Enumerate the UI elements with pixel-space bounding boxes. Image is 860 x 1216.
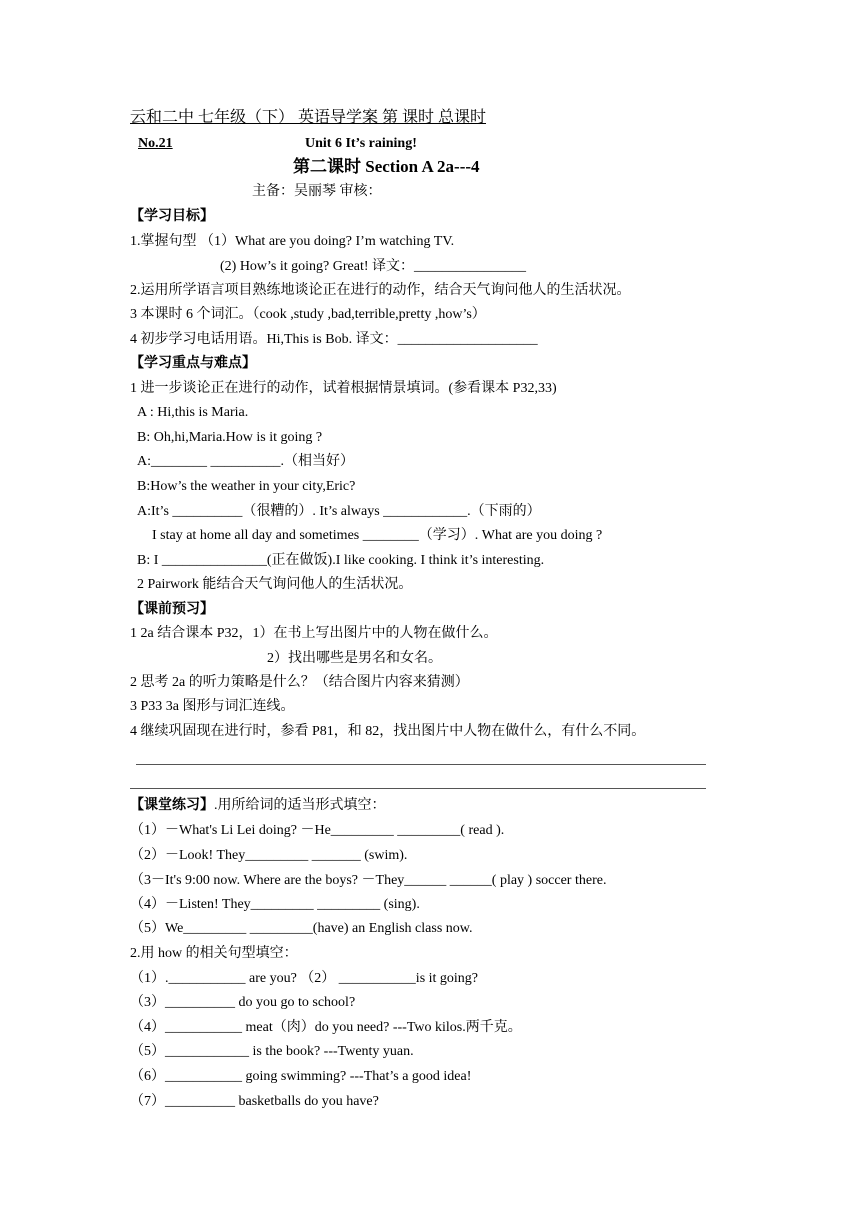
goal-line: 1.掌握句型 （1）What are you doing? I’m watching TV. (130, 234, 455, 249)
practice-heading-line (130, 797, 386, 815)
preview-line: 3 P33 3a 图形与词汇连线。 (130, 699, 295, 714)
key-points-heading: 【学习重点与难点】 (130, 356, 256, 371)
preview-line: 2）找出哪些是男名和女名。 (267, 651, 442, 666)
practice-line: （1）.___________ are you? （2） ___________is it going? (130, 971, 479, 986)
goal-line: 2.运用所学语言项目熟练地谈论正在进行的动作，结合天气询问他人的生活状况。 (130, 283, 631, 298)
preview-heading: 【课前预习】 (130, 602, 214, 617)
answer-line (130, 788, 706, 789)
practice-line: （1）－What's Li Lei doing? －He_________ _________( read ). (130, 823, 505, 838)
practice-instruction: .用所给词的适当形式填空： (214, 798, 386, 813)
practice-line: （4）－Listen! They_________ _________ (sing). (130, 897, 420, 912)
practice-line: （5）____________ is the book? ---Twenty yuan. (130, 1044, 414, 1059)
goal-line: 4 初步学习电话用语。Hi,This is Bob. 译文：____________________ (130, 332, 538, 347)
lesson-number: No.21 (138, 136, 173, 151)
practice-line: 2.用 how 的相关句型填空： (130, 946, 298, 961)
practice-line: （3－It's 9:00 now. Where are the boys? －They______ ______( play ) soccer there. (130, 873, 607, 888)
lesson-title: 第二课时 Section A 2a---4 (293, 157, 480, 176)
preview-line: 1 2a 结合课本 P32，1）在书上写出图片中的人物在做什么。 (130, 626, 498, 641)
key-point-line: 1 进一步谈论正在进行的动作，试着根据情景填词。(参看课本 P32,33) (130, 381, 557, 396)
practice-line: （2）－Look! They_________ _______ (swim). (130, 848, 408, 863)
practice-line: （7）__________ basketballs do you have? (130, 1094, 379, 1109)
goal-line: 3 本课时 6 个词汇。（cook ,study ,bad,terrible,pretty ,how’s） (130, 307, 486, 322)
dialogue-line: B: Oh,hi,Maria.How is it going ? (137, 430, 323, 445)
practice-line: （4）___________ meat（肉）do you need? ---Two kilos.两千克。 (130, 1020, 522, 1035)
answer-line (136, 764, 706, 765)
preview-line: 4 继续巩固现在进行时，参看 P81，和 82，找出图片中人物在做什么，有什么不同。 (130, 724, 646, 739)
practice-line: （6）___________ going swimming? ---That’s a good idea! (130, 1069, 472, 1084)
dialogue-line: B:How’s the weather in your city,Eric? (137, 479, 356, 494)
dialogue-line: A:It’s __________（很糟的）. It’s always ____________.（下雨的） (137, 504, 541, 519)
authors-line: 主备：吴丽琴 审核： (252, 184, 382, 199)
goal-line: (2) How’s it going? Great! 译文：________________ (220, 259, 527, 274)
practice-line: （5）We_________ _________(have) an English class now. (130, 921, 473, 936)
preview-line: 2 思考 2a 的听力策略是什么？（结合图片内容来猜测） (130, 675, 469, 690)
school-header-line: 云和二中 七年级（下） 英语导学案 第 课时 总课时 (130, 109, 487, 126)
dialogue-line: I stay at home all day and sometimes ________（学习）. What are you doing ? (152, 528, 603, 543)
dialogue-line: A : Hi,this is Maria. (137, 405, 249, 420)
practice-heading: 【课堂练习】 (130, 798, 214, 813)
goals-heading: 【学习目标】 (130, 209, 214, 224)
key-point-line: 2 Pairwork 能结合天气询问他人的生活状况。 (137, 577, 413, 592)
practice-line: （3）__________ do you go to school? (130, 995, 356, 1010)
dialogue-line: B: I _______________(正在做饭).I like cooking. I think it’s interesting. (137, 553, 545, 568)
unit-title: Unit 6 It’s raining! (305, 136, 417, 151)
dialogue-line: A:________ __________.（相当好） (137, 454, 354, 469)
